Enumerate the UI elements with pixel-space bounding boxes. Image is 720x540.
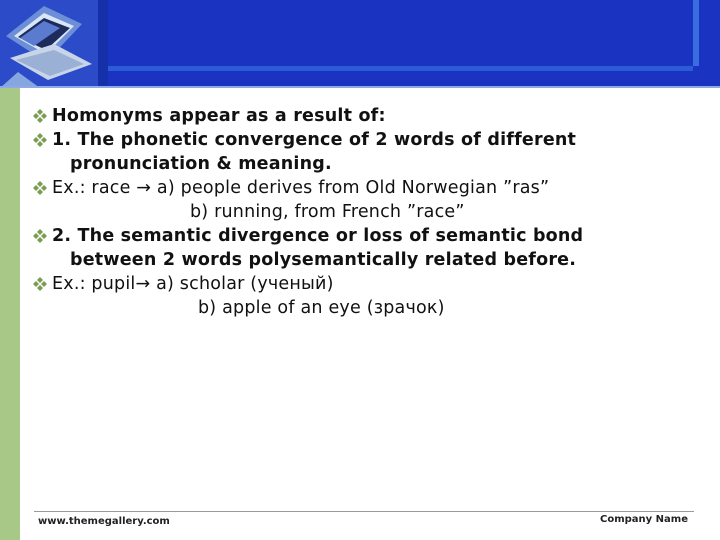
bullet-item (52, 104, 702, 128)
diamond-bullet-icon (32, 176, 48, 200)
diamond-bullet-icon (32, 128, 48, 152)
bullet-continuation (52, 296, 702, 320)
diamond-bullet-icon (32, 224, 48, 248)
diamond-bullet-icon (32, 272, 48, 296)
bullet-item (52, 128, 702, 152)
header-accent-bar (693, 0, 699, 66)
bullet-continuation (52, 248, 702, 272)
bullet-text: b) apple of an eye (зрачок) (198, 298, 445, 318)
computer-icon (0, 0, 98, 88)
header-rule (108, 66, 693, 71)
diamond-bullet-icon (32, 104, 48, 128)
bullet-text: Ex.: race → a) people derives from Old Norwegian ”ras” (52, 178, 550, 198)
bullet-text: Homonyms appear as a result of: (52, 106, 386, 126)
bullet-item (52, 176, 702, 200)
bullet-text: 1. The phonetic convergence of 2 words of different (52, 130, 577, 150)
bullet-continuation (52, 200, 702, 224)
bullet-text: between 2 words polysemantically related before. (70, 250, 577, 270)
header-band (0, 0, 720, 88)
bullet-text: Ex.: pupil→ a) scholar (ученый) (52, 274, 334, 294)
bullet-text: b) running, from French ”race” (190, 202, 465, 222)
footer-company-name: Company Name (600, 514, 688, 525)
bullet-continuation (52, 152, 702, 176)
footer-website: www.themegallery.com (38, 516, 170, 527)
bullet-item (52, 224, 702, 248)
header-bottom-line (0, 86, 720, 88)
slide-body (52, 104, 702, 320)
bullet-text: 2. The semantic divergence or loss of semantic bond (52, 226, 584, 246)
header-divider (98, 0, 108, 88)
bullet-text: pronunciation & meaning. (70, 154, 332, 174)
footer-divider (34, 511, 694, 512)
bullet-item (52, 272, 702, 296)
